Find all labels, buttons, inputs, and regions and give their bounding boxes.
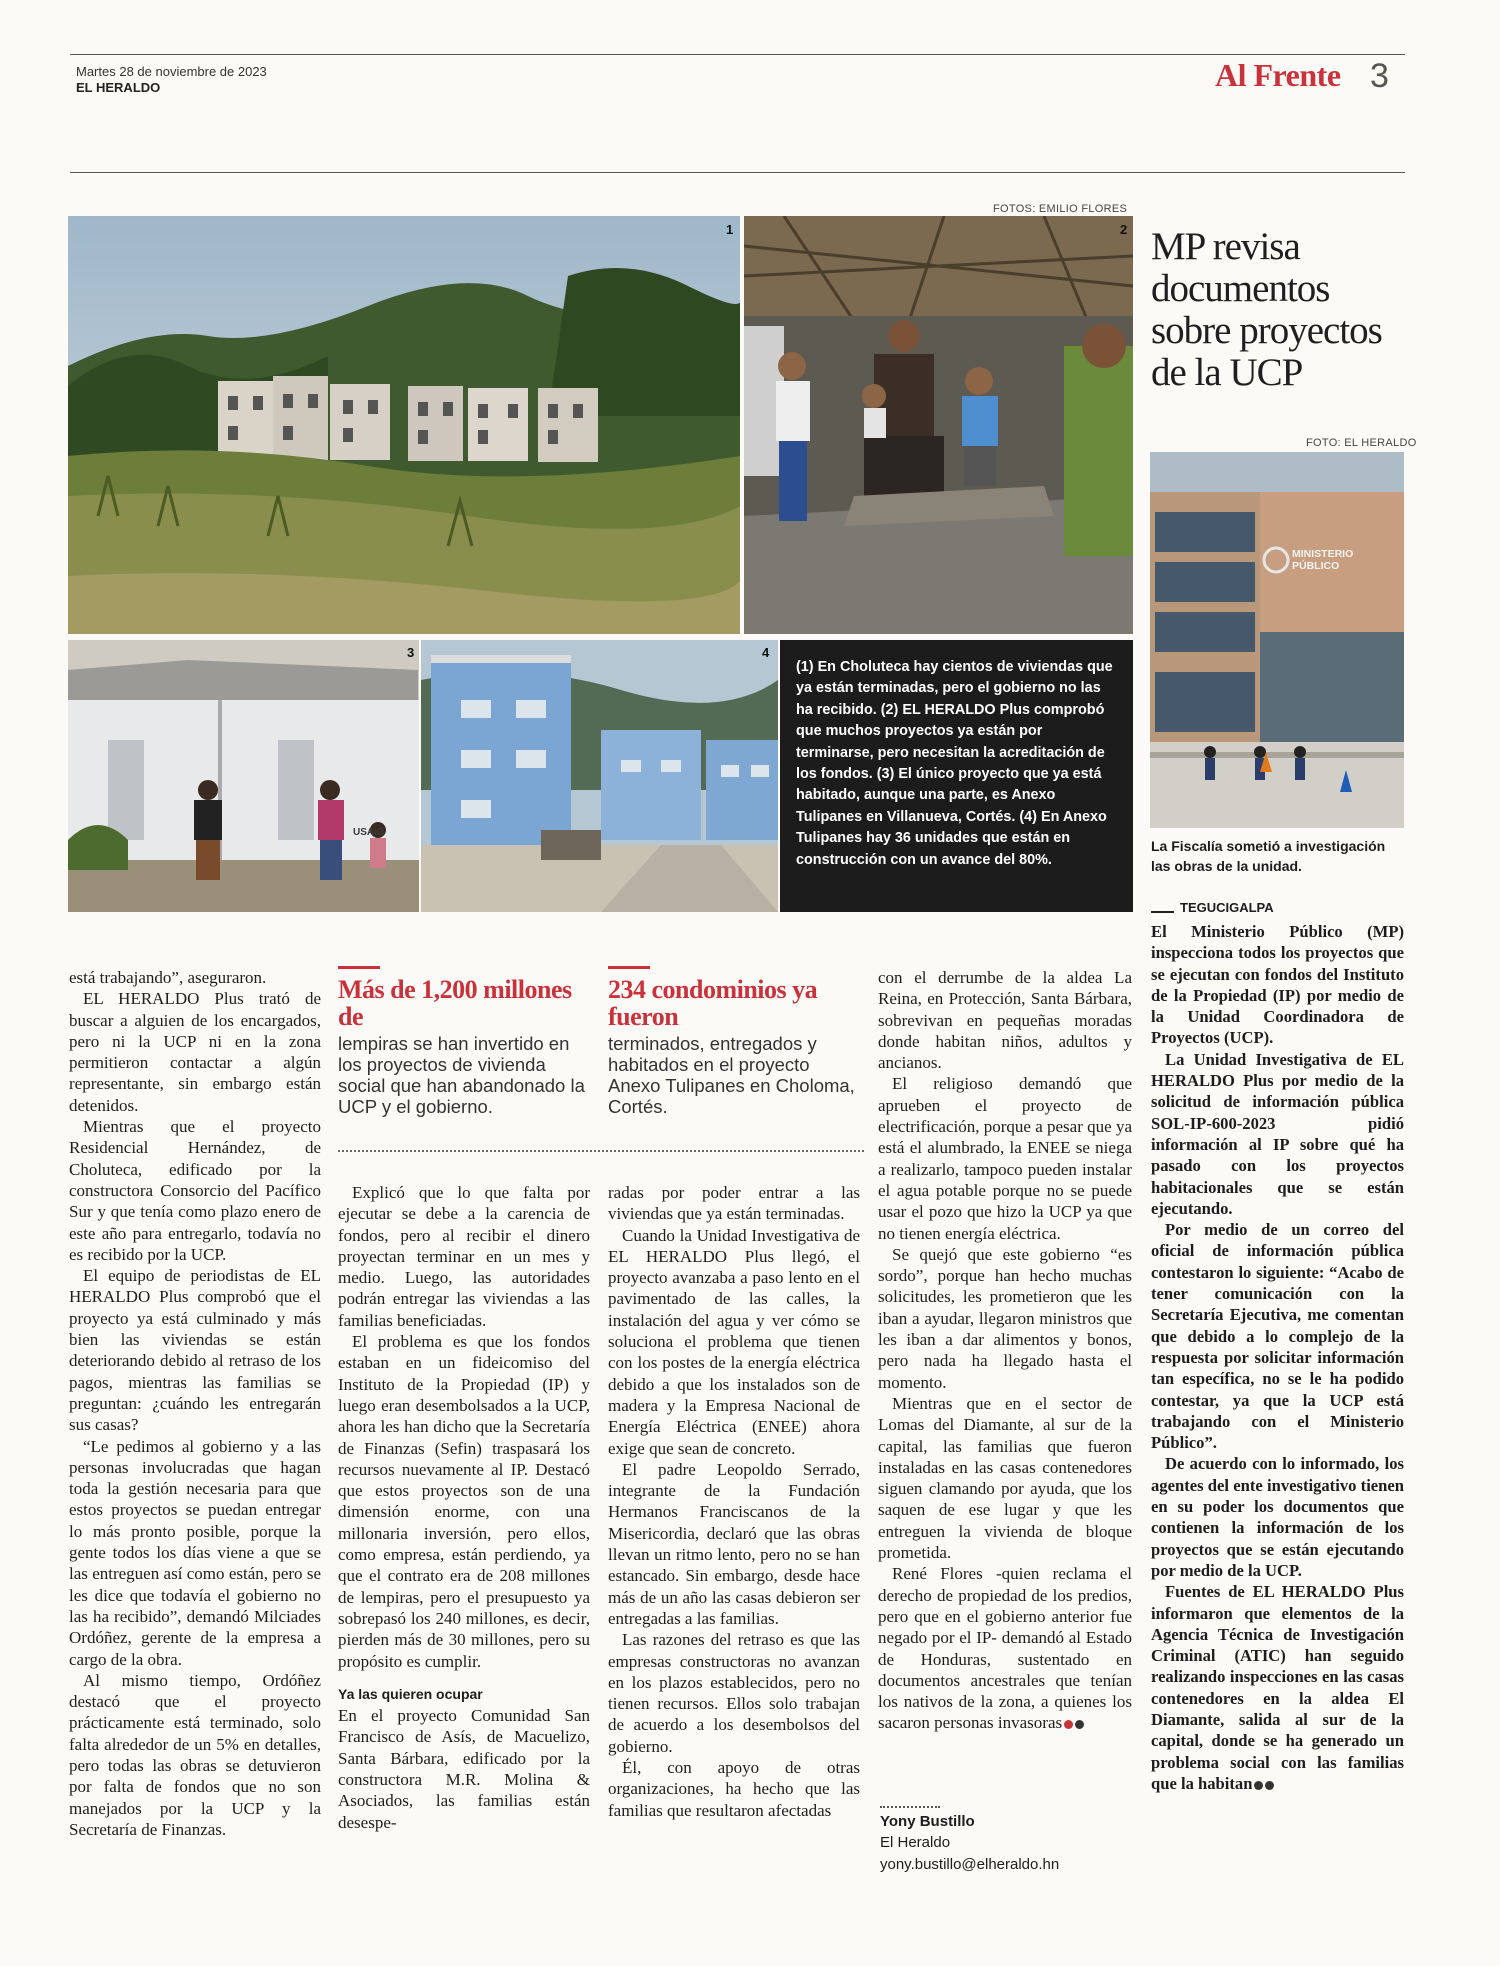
article-paragraph: EL HERALDO Plus trató de buscar a alguien de los encargados, pero ni la UCP ni en la zona permitieron contactar a algún representante, sin embargo están detenidos. — [69, 989, 321, 1115]
sidebar-paragraph: Por medio de un correo del oficial de información pública contestaron lo siguiente: “Acabo de tener comunicación con la Secretaría Ejecutiva, me comentan que debido a lo complejo de la respuesta por solicitar información tan específica, no se le ha podido contestar, ya que la UCP está trabajando con el Ministerio Público”. — [1151, 1220, 1404, 1453]
article-column-3 — [608, 1182, 860, 1821]
photo-number-1: 1 — [726, 222, 734, 237]
byline-rule — [880, 1806, 940, 1808]
article-paragraph-text: René Flores -quien reclama el derecho de propiedad de los predios, pero que en el gobierno anterior fue negado por el IP- demandó al Estado de Honduras, sustentado en documentos ancestrales que tenían los nativos de la zona, a quienes los sacaron personas invasoras — [878, 1564, 1132, 1733]
header-bottom-rule — [70, 172, 1405, 173]
sidebar-body — [1151, 921, 1404, 1794]
article-paragraph: El problema es que los fondos estaban en un fideicomiso del Instituto de la Propiedad (IP) y luego eran desembolsados a la UCP, ahora les han dicho que la Secretaría de Finanzas (Sefin) traspasará los recursos nuevamente al IP. Destacó que estos proyectos son de una dimensión enorme, con una millonaria inversión, pero ellos, como empresa, están perdiendo, ya que el contrato era de 208 millones de lempiras, pero el presupuesto ya sobrepasó los 240 millones, es decir, pierden más de 30 millones, pero su propósito es cumplir. — [338, 1332, 590, 1671]
article-paragraph — [878, 1563, 1132, 1733]
subheading: Ya las quieren ocupar — [338, 1685, 483, 1702]
highlight-box-1-body: lempiras se han invertido en los proyectos de vivienda social que han abandonado la UCP y el gobierno. — [338, 1033, 585, 1117]
end-mark-icon — [1064, 1720, 1073, 1729]
sidebar-paragraph: El Ministerio Público (MP) inspecciona todos los proyectos que se ejecutan con fondos del Instituto de la Propiedad (IP) por medio de la Unidad Coordinadora de Proyectos (UCP). — [1151, 922, 1404, 1048]
article-column-4 — [878, 967, 1132, 1734]
photo-housing-choluteca — [68, 216, 740, 634]
photo-credit: FOTOS: EMILIO FLORES — [993, 203, 1128, 215]
end-mark-icon — [1265, 1781, 1274, 1790]
paper-name: EL HERALDO — [76, 80, 161, 95]
article-column-2 — [338, 1182, 590, 1833]
photo-number-4: 4 — [762, 645, 770, 660]
highlight-box-1-head: Más de 1,200 millones de — [338, 975, 572, 1031]
dateline-rule — [1151, 911, 1174, 913]
end-mark-icon — [1075, 1720, 1084, 1729]
sidebar-paragraph: De acuerdo con lo informado, los agentes del ente investigativo tienen en su poder los documentos que contienen la información de los proyectos que se están ejecutando por medio de la UCP. — [1151, 1454, 1404, 1580]
highlight-accent — [338, 966, 380, 969]
article-paragraph: con el derrumbe de la aldea La Reina, en Protección, Santa Bárbara, sobrevivan en pequeñas moradas donde habitan niños, adultos y ancianos. — [878, 968, 1132, 1073]
usaid-logo: USAID — [353, 827, 385, 838]
top-rule — [70, 54, 1405, 55]
article-paragraph: radas por poder entrar a las viviendas que ya están terminadas. — [608, 1183, 860, 1224]
article-paragraph: Se quejó que este gobierno “es sordo”, porque han hecho muchas solicitudes, les prometieron que les iban a ayudar, llegaron ministros que les iban a dar alimentos y bonos, pero nada ha llegado hasta el momento. — [878, 1244, 1132, 1392]
sidebar-headline: MP revisa documentos sobre proyectos de la UCP — [1151, 225, 1382, 394]
article-paragraph: El padre Leopoldo Serrado, integrante de la Fundación Hermanos Franciscanos de la Misericordia, declaró que las obras llevan un ritmo lento, pero no se han estancado. Sin embargo, desde hace más de un año las casas debieron ser entregadas a las familias. — [608, 1459, 860, 1628]
photo-family-shelter — [744, 216, 1133, 634]
article-paragraph: Él, con apoyo de otras organizaciones, ha hecho que las familias que resultaron afectadas — [608, 1758, 860, 1820]
article-paragraph: En el proyecto Comunidad San Francisco de Asís, de Macuelizo, Santa Bárbara, edificado por la constructora M.R. Molina & Asociados, las familias están desespe- — [338, 1706, 590, 1832]
sidebar-photo-caption: La Fiscalía sometió a investigación las obras de la unidad. — [1151, 838, 1386, 874]
photo-caption-text: (1) En Choluteca hay cientos de viviendas que ya están terminadas, pero el gobierno no las ha recibido. (2) EL HERALDO Plus comprobó que muchos proyectos ya están por terminarse, pero necesitan la acreditación de los fondos. (3) El único proyecto que ya está habitado, aunque una parte, es Anexo Tulipanes en Villanueva, Cortés. (4) En Anexo Tulipanes hay 36 unidades que están en construcción con un avance del 80%. — [796, 659, 1113, 868]
sidebar-photo-credit: FOTO: EL HERALDO — [1306, 437, 1417, 449]
byline-name: Yony Bustillo — [880, 1813, 975, 1830]
article-paragraph: Mientras que en el sector de Lomas del Diamante, al sur de la capital, las familias que fueron instaladas en las casas contenedores siguen clamando por ayuda, que los saquen de ese lugar y que les entreguen la vivienda de bloque prometida. — [878, 1393, 1132, 1563]
highlight-accent — [608, 966, 650, 969]
issue-date: Martes 28 de noviembre de 2023 — [76, 64, 267, 79]
highlight-box-2-head: 234 condominios ya fueron — [608, 975, 818, 1031]
highlight-divider — [338, 1150, 864, 1152]
article-paragraph: Las razones del retraso es que las empresas constructoras no avanzan en los plazos establecidos, pero no tienen recursos. Ellos solo trabajan de acuerdo a los desembolsos del gobierno. — [608, 1630, 860, 1756]
photo-anexo-tulipanes — [421, 640, 778, 912]
photo-ministerio-publico — [1150, 452, 1404, 828]
article-column-1 — [69, 967, 321, 1840]
page-number: 3 — [1370, 57, 1389, 95]
article-paragraph: Explicó que lo que falta por ejecutar se debe a la carencia de fondos, pero al recibir el dinero proyectan terminar en un mes y medio. Luego, las autoridades podrán entregar las viviendas a las familias beneficiadas. — [338, 1183, 590, 1330]
byline-org: El Heraldo — [880, 1834, 951, 1851]
photo-container-houses — [68, 640, 419, 912]
highlight-box-2 — [608, 976, 863, 1117]
byline-email[interactable]: yony.bustillo@elheraldo.hn — [880, 1856, 1060, 1873]
article-paragraph: El equipo de periodistas de EL HERALDO Plus comprobó que el proyecto ya está culminado y más bien las viviendas se están deteriorando debido al retraso de los pagos, mientras las familias se preguntan: ¿cuándo les entregarán sus casas? — [69, 1266, 321, 1435]
highlight-box-1 — [338, 976, 593, 1117]
sidebar-paragraph-text: Fuentes de EL HERALDO Plus informaron que elementos de la Agencia Técnica de Investigación Criminal (ATIC) han seguido realizando inspecciones en las casas contenedores en la aldea El Diamante, salida al sur de la capital, donde se ha generado un problema social con las familias que la habitan — [1151, 1582, 1404, 1793]
ministerio-publico-sign: MINISTERIO PÚBLICO — [1292, 548, 1354, 572]
section-name: Al Frente — [1215, 57, 1341, 93]
article-paragraph: Mientras que el proyecto Residencial Hernández, de Choluteca, edificado por la constructora Consorcio del Pacífico Sur y que tenía como plazo enero de este año para entregarlo, todavía no es recibido por la UCP. — [69, 1117, 321, 1264]
article-paragraph: Al mismo tiempo, Ordóñez destacó que el proyecto prácticamente está terminado, solo falta alrededor de un 5% en detalles, pero todas las obras se detuvieron por falta de fondos que no son manejados por la UCP y la Secretaría de Finanzas. — [69, 1670, 321, 1839]
photo-number-3: 3 — [407, 645, 415, 660]
article-paragraph: está trabajando”, aseguraron. — [69, 968, 267, 987]
sidebar-paragraph — [1151, 1581, 1404, 1794]
article-paragraph: El religioso demandó que aprueben el proyecto de electrificación, porque a pesar que ya está el alumbrado, la ENEE se niega a realizarlo, tampoco pueden instalar el agua potable porque no se puede usar el pozo que hizo la UCP ya que no tienen energía eléctrica. — [878, 1074, 1132, 1243]
highlight-box-2-body: terminados, entregados y habitados en el proyecto Anexo Tulipanes en Choloma, Cortés. — [608, 1033, 855, 1117]
end-mark-icon — [1254, 1781, 1263, 1790]
article-paragraph: “Le pedimos al gobierno y a las personas involucradas que hagan toda la gestión necesaria para que estos proyectos se puedan entregar lo más pronto posible, porque la gente todos los días viene a que se las entreguen así como están, pero se les dice que todavía el gobierno no las ha recibido”, demandó Milciades Ordóñez, gerente de la empresa a cargo de la obra. — [69, 1436, 321, 1669]
sidebar-paragraph: La Unidad Investigativa de EL HERALDO Plus por medio de la solicitud de información pública SOL-IP-600-2023 pidió información al IP sobre qué ha pasado con los proyectos habitacionales que se están ejecutando. — [1151, 1049, 1404, 1218]
article-paragraph: Cuando la Unidad Investigativa de EL HERALDO Plus llegó, el proyecto avanzaba a paso lento en el pavimentado de las calles, la instalación del agua y ver cómo se soluciona el problema que tienen con los postes de la energía eléctrica debido a que los instalados son de madera y la Empresa Nacional de Energía Eléctrica (ENEE) ahora exige que sean de concreto. — [608, 1225, 860, 1458]
photo-number-2: 2 — [1120, 222, 1128, 237]
dateline: TEGUCIGALPA — [1180, 900, 1274, 915]
